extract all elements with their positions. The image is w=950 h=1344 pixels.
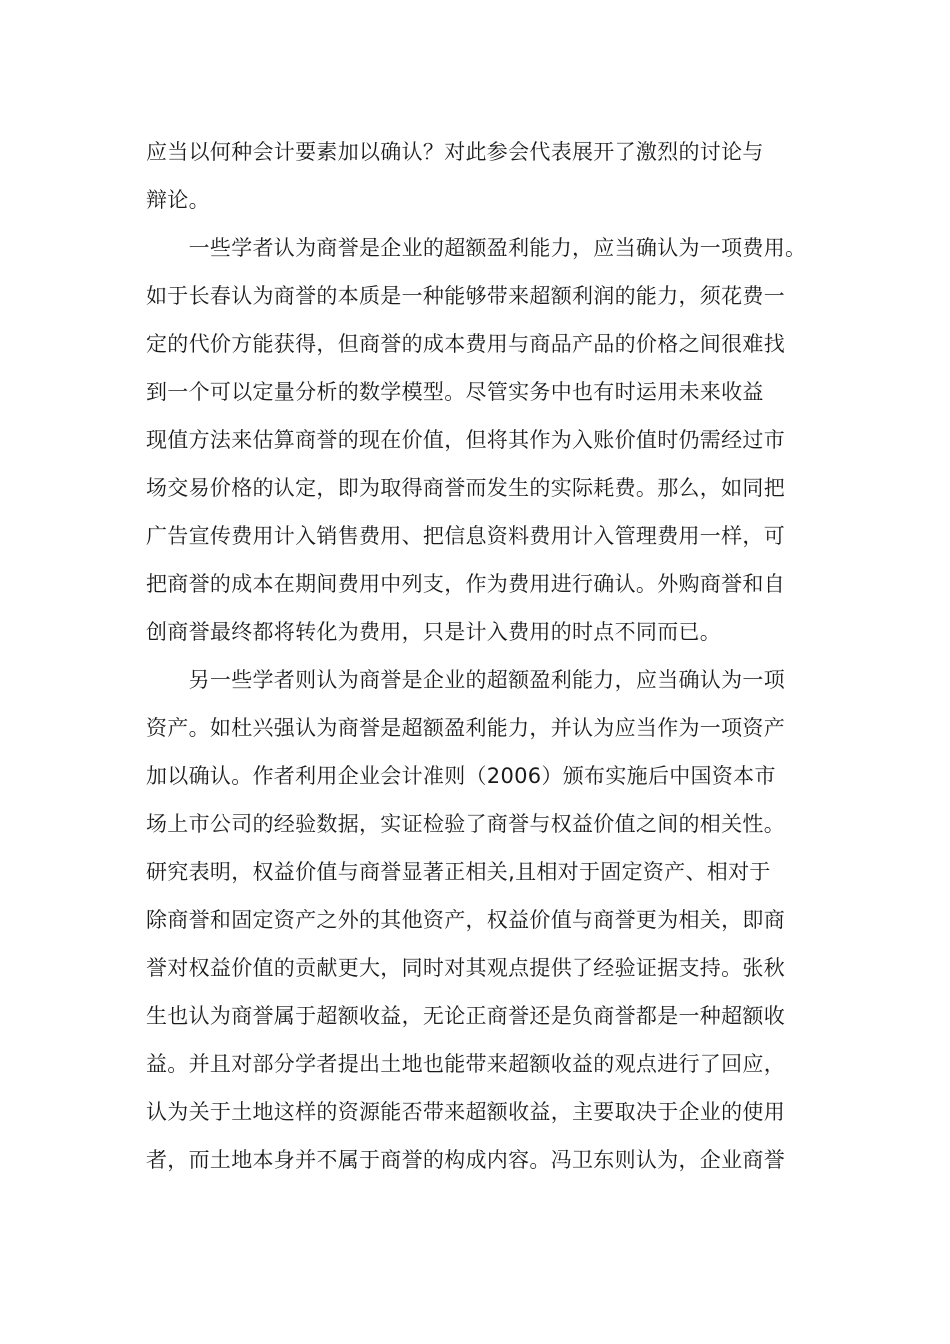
text-line: 到一个可以定量分析的数学模型。尽管实务中也有时运用未来收益 bbox=[146, 380, 764, 404]
text-line: 誉对权益价值的贡献更大，同时对其观点提供了经验证据支持。张秋 bbox=[146, 956, 785, 980]
text-line: 认为关于土地这样的资源能否带来超额收益，主要取决于企业的使用 bbox=[146, 1100, 785, 1124]
text-line: 把商誉的成本在期间费用中列支，作为费用进行确认。外购商誉和自 bbox=[146, 572, 785, 596]
text-line: 生也认为商誉属于超额收益，无论正商誉还是负商誉都是一种超额收 bbox=[146, 1004, 785, 1028]
text-line: 加以确认。作者利用企业会计准则（2006）颁布实施后中国资本市 bbox=[146, 764, 776, 788]
text-line: 场上市公司的经验数据，实证检验了商誉与权益价值之间的相关性。 bbox=[146, 812, 785, 836]
text-line: 除商誉和固定资产之外的其他资产，权益价值与商誉更为相关，即商 bbox=[146, 908, 785, 932]
text-line: 广告宣传费用计入销售费用、把信息资料费用计入管理费用一样，可 bbox=[146, 524, 785, 548]
text-line: 场交易价格的认定，即为取得商誉而发生的实际耗费。那么，如同把 bbox=[146, 476, 785, 500]
text-line: 研究表明，权益价值与商誉显著正相关,且相对于固定资产、相对于 bbox=[146, 860, 771, 884]
text-line: 一些学者认为商誉是企业的超额盈利能力，应当确认为一项费用。 bbox=[146, 236, 807, 260]
text-line: 益。并且对部分学者提出土地也能带来超额收益的观点进行了回应， bbox=[146, 1052, 785, 1076]
text-line: 辩论。 bbox=[146, 188, 210, 212]
text-line: 者，而土地本身并不属于商誉的构成内容。冯卫东则认为，企业商誉 bbox=[146, 1148, 785, 1172]
document-body bbox=[146, 128, 826, 1184]
text-line: 另一些学者则认为商誉是企业的超额盈利能力，应当确认为一项 bbox=[146, 668, 785, 692]
text-line: 现值方法来估算商誉的现在价值，但将其作为入账价值时仍需经过市 bbox=[146, 428, 785, 452]
text-line: 资产。如杜兴强认为商誉是超额盈利能力，并认为应当作为一项资产 bbox=[146, 716, 785, 740]
text-line: 如于长春认为商誉的本质是一种能够带来超额利润的能力，须花费一 bbox=[146, 284, 785, 308]
text-line: 应当以何种会计要素加以确认？对此参会代表展开了激烈的讨论与 bbox=[146, 140, 764, 164]
text-line: 定的代价方能获得，但商誉的成本费用与商品产品的价格之间很难找 bbox=[146, 332, 785, 356]
text-line: 创商誉最终都将转化为费用，只是计入费用的时点不同而已。 bbox=[146, 620, 722, 644]
